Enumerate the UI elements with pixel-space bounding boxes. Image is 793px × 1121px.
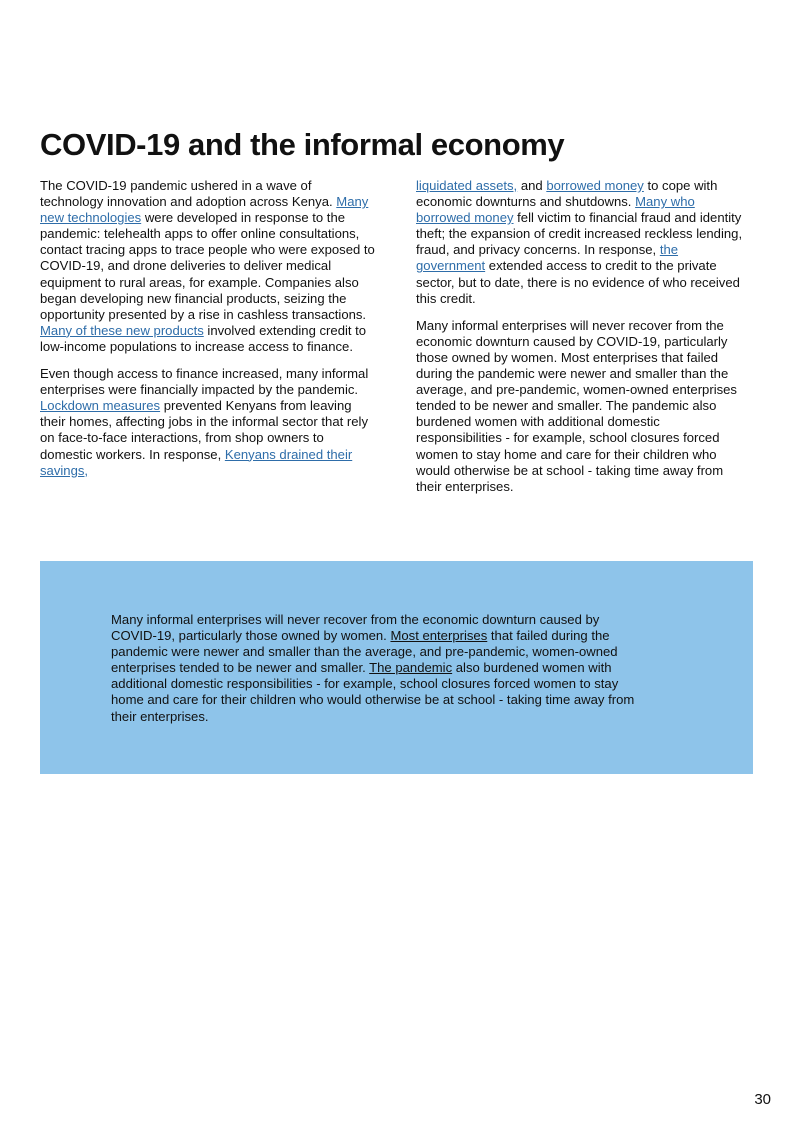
body-paragraph <box>416 318 746 495</box>
left-column <box>40 178 376 490</box>
inline-link[interactable]: liquidated assets, <box>416 178 518 193</box>
text-run: Many informal enterprises will never recover from the economic downturn caused by COVID-19, particularly those owned by women. Most enterprises that failed during the pandemic were newer and smaller than the average, and pre-pandemic, women-owned enterprises tended to be newer and smaller. The pandemic also burdened women with additional domestic responsibilities - for example, school closures forced women to stay home and care for their children who would otherwise be at school - taking time away from their enterprises. <box>416 317 737 494</box>
pull-quote-box <box>40 561 753 774</box>
text-run: fell victim to financial fraud and identity theft; the expansion of credit increased reckless lending, fraud, and privacy concerns. In response, <box>416 210 743 258</box>
page-title: COVID-19 and the informal economy <box>40 127 565 162</box>
inline-link[interactable]: Many new technologies <box>40 194 369 226</box>
inline-link[interactable]: Many of these new products <box>40 322 204 338</box>
text-run: prevented Kenyans from leaving their homes, affecting jobs in the informal sector that rely on face-to-face interactions, from shop owners to domestic workers. In response, <box>40 398 368 462</box>
text-run: Many informal enterprises will never recover from the economic downturn caused by COVID-19, particularly those owned by women. <box>111 612 600 644</box>
inline-link[interactable]: borrowed money <box>546 178 644 193</box>
inline-link[interactable]: Most enterprises <box>390 628 488 644</box>
body-paragraph <box>416 178 746 307</box>
text-run: Even though access to finance increased, many informal enterprises were financially impacted by the pandemic. <box>40 366 369 398</box>
pull-quote-text <box>111 612 641 725</box>
text-run: that failed during the pandemic were newer and smaller than the average, and pre-pandemic, women-owned enterprises tended to be newer and smaller. <box>111 628 618 676</box>
text-run: The COVID-19 pandemic ushered in a wave of technology innovation and adoption across Kenya. <box>40 178 337 210</box>
right-column <box>416 178 746 506</box>
page-number: 30 <box>754 1091 771 1108</box>
body-paragraph <box>40 178 376 355</box>
inline-link[interactable]: Many who borrowed money <box>416 194 695 226</box>
text-run: and <box>517 178 547 193</box>
inline-link[interactable]: the government <box>416 242 679 274</box>
inline-link[interactable]: The pandemic <box>369 660 453 676</box>
inline-link[interactable]: Kenyans drained their savings, <box>40 446 353 478</box>
body-paragraph <box>40 366 376 479</box>
text-run: also burdened women with additional domestic responsibilities - for example, school closures forced women to stay home and care for their children who would otherwise be at school - taking time away from their enterprises. <box>111 660 635 724</box>
text-run: were developed in response to the pandemic: telehealth apps to offer online consultations, contact tracing apps to trace people who were exposed to COVID-19, and drone deliveries to deliver medical equipment to rural areas, for example. Companies also began developing new financial products, seizing the opportunity presented by a rise in cashless transactions. <box>40 210 375 322</box>
text-run: involved extending credit to low-income populations to increase access to finance. <box>40 322 367 354</box>
text-run: extended access to credit to the private sector, but to date, there is no evidence of who received this credit. <box>416 258 740 306</box>
inline-link[interactable]: Lockdown measures <box>40 398 161 414</box>
text-run: to cope with economic downturns and shutdowns. <box>416 178 718 210</box>
